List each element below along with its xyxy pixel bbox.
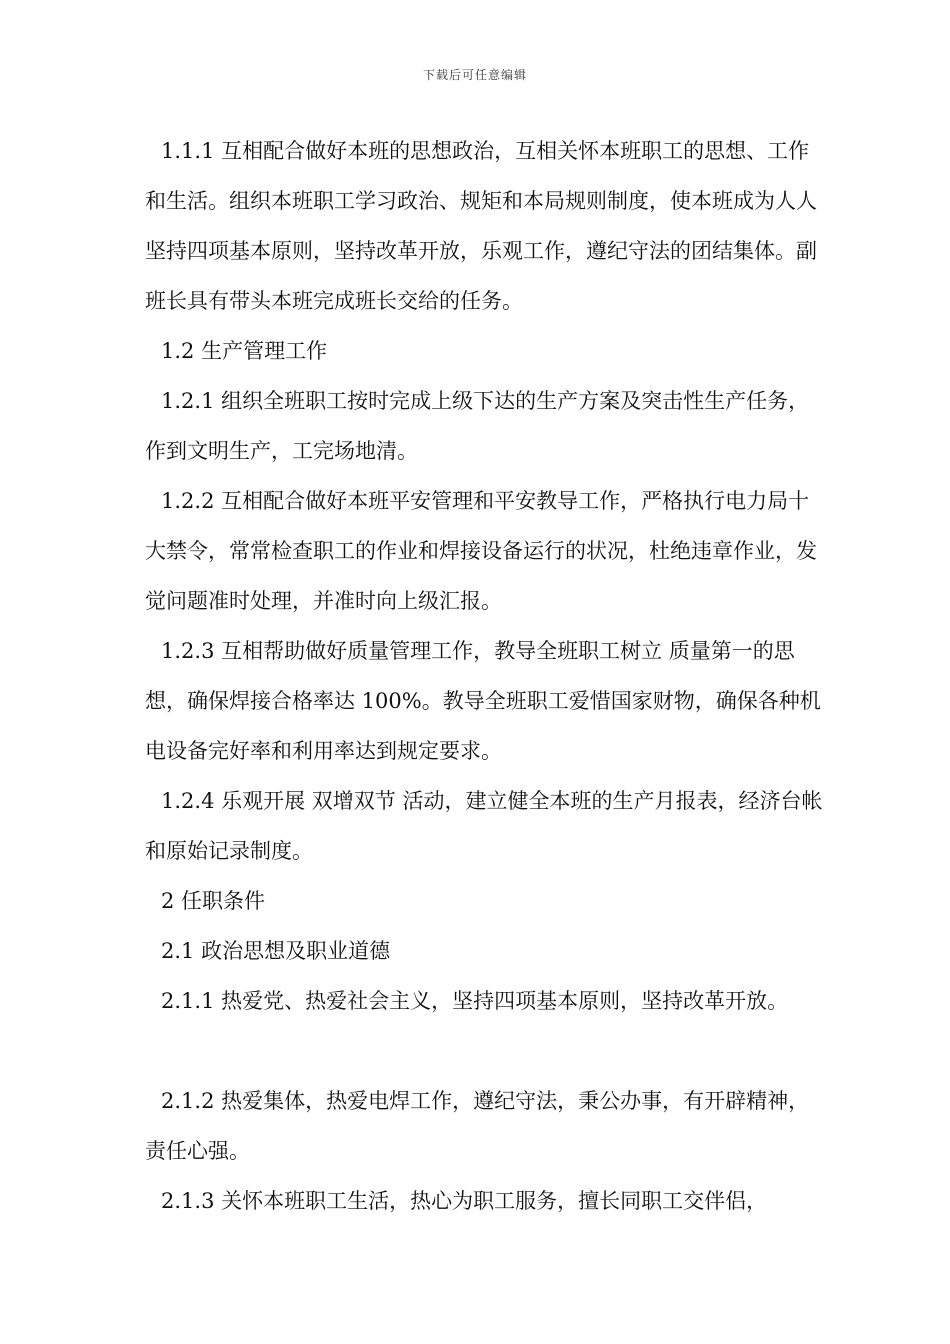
paragraph-2-1-2: 2.1.2 热爱集体，热爱电焊工作，遵纪守法，秉公办事，有开辟精神，责任心强。	[145, 1089, 810, 1163]
heading-1-2: 1.2 生产管理工作	[161, 339, 328, 363]
heading-2: 2 任职条件	[161, 889, 266, 913]
paragraph-1-2-2: 1.2.2 互相配合做好本班平安管理和平安教导工作，严格执行电力局十大禁令，常常检查职工的作业和焊接设备运行的状况，杜绝违章作业，发觉问题准时处理，并准时向上级汇报。	[145, 489, 817, 613]
document-body	[145, 126, 825, 1226]
paragraph-1-1-1: 1.1.1 互相配合做好本班的思想政治，互相关怀本班职工的思想、工作和生活。组织本班职工学习政治、规矩和本局规则制度，使本班成为人人坚持四项基本原则，坚持改革开放，乐观工作，遵纪守法的团结集体。副班长具有带头本班完成班长交给的任务。	[145, 139, 817, 313]
paragraph-2-1-3: 2.1.3 关怀本班职工生活，热心为职工服务，擅长同职工交伴侣，	[161, 1189, 768, 1213]
page-header: 下载后可任意编辑	[422, 68, 527, 82]
paragraph-1-2-1: 1.2.1 组织全班职工按时完成上级下达的生产方案及突击性生产任务，作到文明生产，工完场地清。	[145, 389, 810, 463]
paragraph-2-1-1: 2.1.1 热爱党、热爱社会主义，坚持四项基本原则，坚持改革开放。	[161, 989, 789, 1013]
heading-2-1: 2.1 政治思想及职业道德	[161, 939, 391, 963]
blank-line	[145, 1026, 825, 1076]
paragraph-1-2-3: 1.2.3 互相帮助做好质量管理工作，教导全班职工树立 质量第一的思想，确保焊接合格率达 100%。教导全班职工爱惜国家财物，确保各种机电设备完好率和利用率达到规定要求。	[145, 639, 821, 763]
paragraph-1-2-4: 1.2.4 乐观开展 双增双节 活动，建立健全本班的生产月报表，经济台帐和原始记录制度。	[145, 789, 823, 863]
